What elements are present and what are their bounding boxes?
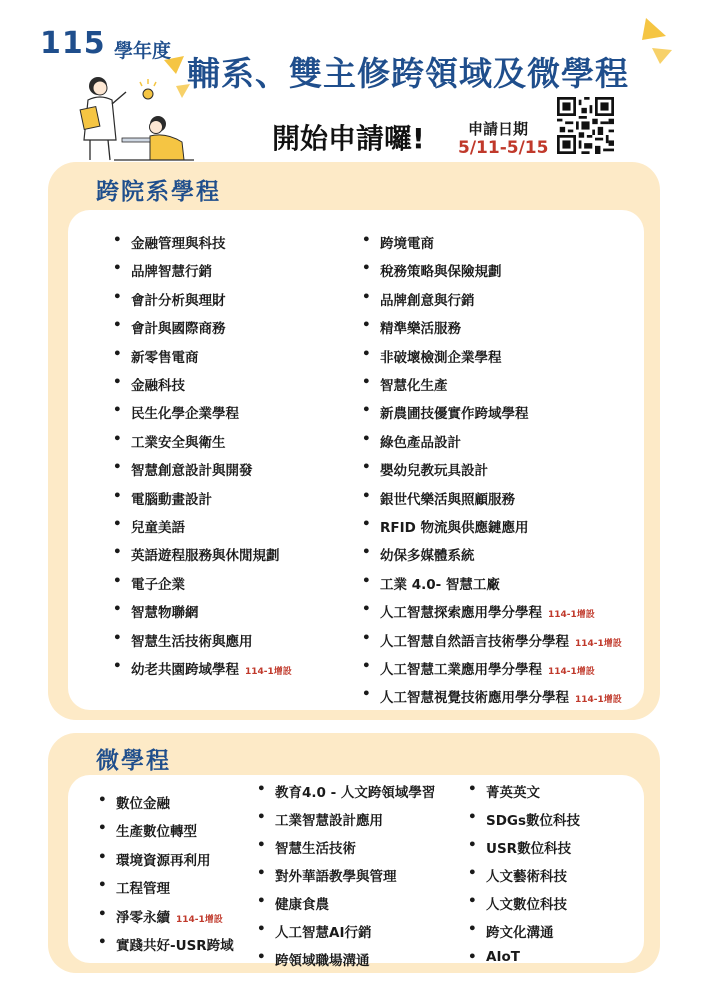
page-title: 輔系、雙主修跨領域及微學程	[187, 54, 629, 93]
list-item-label: 綠色產品設計	[380, 434, 461, 451]
list-item	[113, 629, 253, 650]
list-item	[362, 232, 434, 252]
list-item-label: 智慧物聯網	[131, 605, 199, 622]
list-item-label: SDGs數位科技	[486, 813, 581, 829]
bullet-icon: •	[362, 572, 371, 589]
list-item	[113, 317, 226, 338]
list-item	[362, 572, 500, 593]
list-item-label: 會計與國際商務	[131, 321, 226, 338]
list-item	[113, 544, 280, 565]
list-item	[468, 949, 520, 965]
bullet-icon: •	[468, 921, 477, 937]
list-item	[362, 374, 448, 394]
bullet-icon: •	[468, 949, 477, 965]
list-item	[362, 686, 622, 707]
new-badge: 114-1增設	[245, 667, 292, 677]
list-item	[113, 572, 185, 593]
bullet-icon: •	[468, 781, 477, 797]
bullet-icon: •	[362, 686, 371, 703]
list-item-label: 銀世代樂活與照顧服務	[380, 491, 515, 508]
list-item	[113, 516, 185, 536]
list-item-label: 工業智慧設計應用	[275, 813, 383, 829]
list-item-label: 智慧創意設計與開發	[131, 463, 253, 480]
bullet-icon: •	[362, 374, 371, 390]
bullet-icon: •	[362, 658, 371, 674]
list-item-label: 品牌創意與行銷	[380, 292, 475, 309]
list-item	[468, 781, 540, 801]
cross-program-title: 跨院系學程	[96, 179, 221, 205]
bullet-icon: •	[113, 317, 122, 334]
list-item-label: 工業安全與衛生	[131, 434, 226, 451]
list-item	[362, 516, 529, 536]
list-item-label: RFID 物流與供應鏈應用	[380, 520, 529, 536]
bullet-icon: •	[113, 260, 122, 277]
bullet-icon: •	[362, 601, 371, 618]
bullet-icon: •	[113, 572, 122, 589]
list-item-label: 跨境電商	[380, 236, 434, 252]
bullet-icon: •	[362, 487, 371, 504]
bullet-icon: •	[98, 792, 107, 808]
list-item-label: 人文數位科技	[486, 897, 567, 913]
list-item-label: 非破壞檢測企業學程	[380, 349, 502, 366]
new-badge: 114-1增設	[548, 667, 595, 677]
list-item	[468, 837, 572, 857]
list-item	[113, 601, 199, 622]
list-item-label: 對外華語教學與管理	[275, 869, 397, 885]
bullet-icon: •	[257, 921, 266, 937]
bullet-icon: •	[257, 865, 266, 881]
bullet-icon: •	[113, 658, 122, 674]
list-item-label: 數位金融	[116, 796, 170, 812]
list-item-label: 兒童美語	[131, 520, 185, 536]
list-item-label: 人工智慧AI行銷	[275, 925, 372, 941]
list-item-label: 嬰幼兒教玩具設計	[380, 463, 488, 480]
list-item	[468, 865, 567, 885]
list-item	[113, 430, 226, 451]
list-item	[362, 317, 461, 338]
bullet-icon: •	[113, 629, 122, 646]
bullet-icon: •	[113, 601, 122, 618]
list-item	[113, 402, 239, 423]
bullet-icon: •	[98, 905, 107, 922]
list-item-label: AIoT	[486, 949, 520, 965]
list-item-label: 英語遊程服務與休閒規劃	[131, 548, 280, 565]
list-item-label: 電子企業	[131, 576, 185, 593]
bullet-icon: •	[362, 317, 371, 334]
list-item	[113, 487, 212, 508]
application-date-value: 5/11-5/15	[458, 138, 549, 158]
list-item-label: 幼老共園跨域學程	[131, 662, 239, 678]
list-item-label: 人工智慧視覺技術應用學分學程	[380, 690, 569, 707]
list-item-label: 人文藝術科技	[486, 869, 567, 885]
bullet-icon: •	[362, 232, 371, 248]
list-item-label: 實踐共好-USR跨域	[116, 938, 234, 954]
list-item	[98, 792, 170, 812]
list-item-label: 淨零永續	[116, 909, 170, 926]
list-item	[257, 893, 329, 913]
bullet-icon: •	[113, 288, 122, 305]
list-item-label: 菁英英文	[486, 785, 540, 801]
list-item	[362, 601, 595, 622]
new-badge: 114-1增設	[548, 610, 595, 621]
list-item-label: 人工智慧自然語言技術學分學程	[380, 633, 569, 650]
bullet-icon: •	[98, 934, 107, 950]
list-item	[362, 459, 488, 480]
list-item	[98, 877, 170, 898]
list-item-label: 幼保多媒體系統	[380, 548, 475, 565]
list-item	[468, 921, 554, 941]
list-item	[113, 658, 292, 678]
qr-code-icon[interactable]	[557, 97, 614, 154]
list-item-label: 智慧化生產	[380, 378, 448, 394]
list-item	[362, 430, 461, 451]
list-item	[257, 781, 436, 801]
list-item-label: 工業 4.0- 智慧工廠	[380, 576, 500, 593]
new-badge: 114-1增設	[575, 695, 622, 706]
bullet-icon: •	[468, 837, 477, 853]
bullet-icon: •	[113, 430, 122, 447]
list-item-label: 民生化學企業學程	[131, 406, 239, 423]
list-item	[362, 288, 475, 309]
bullet-icon: •	[98, 848, 107, 865]
list-item	[98, 848, 211, 869]
bullet-icon: •	[468, 865, 477, 881]
application-date-label: 申請日期	[468, 120, 529, 138]
list-item-label: 人工智慧探索應用學分學程	[380, 605, 542, 622]
bullet-icon: •	[98, 877, 107, 894]
list-item	[113, 459, 253, 480]
list-item	[113, 345, 199, 366]
bullet-icon: •	[257, 781, 266, 797]
list-item	[362, 402, 529, 423]
students-illustration	[70, 70, 200, 162]
bullet-icon: •	[257, 809, 266, 825]
academic-year-number: 115	[40, 26, 106, 61]
list-item	[113, 232, 226, 252]
academic-year-label: 學年度	[114, 40, 172, 62]
bullet-icon: •	[468, 893, 477, 909]
bullet-icon: •	[362, 430, 371, 447]
bullet-icon: •	[113, 402, 122, 419]
list-item-label: 環境資源再利用	[116, 852, 211, 869]
bullet-icon: •	[362, 459, 371, 476]
bullet-icon: •	[113, 487, 122, 504]
bullet-icon: •	[362, 288, 371, 305]
list-item	[257, 837, 356, 857]
bullet-icon: •	[257, 893, 266, 909]
list-item-label: 精準樂活服務	[380, 321, 461, 338]
apply-now-subtitle: 開始申請囉!	[272, 122, 425, 155]
bullet-icon: •	[113, 345, 122, 362]
bullet-icon: •	[362, 260, 371, 277]
list-item-label: 生產數位轉型	[116, 824, 197, 841]
bullet-icon: •	[362, 544, 371, 561]
list-item	[113, 260, 212, 281]
list-item	[113, 288, 226, 309]
list-item-label: 新農圃技優實作跨域學程	[380, 406, 529, 423]
list-item-label: 健康食農	[275, 897, 329, 913]
list-item	[257, 921, 372, 941]
list-item	[468, 893, 567, 913]
bullet-icon: •	[113, 544, 122, 561]
list-item-label: 教育4.0 - 人文跨領域學習	[275, 785, 436, 801]
list-item-label: 金融管理與科技	[131, 236, 226, 252]
list-item	[98, 820, 197, 841]
bullet-icon: •	[362, 402, 371, 419]
bullet-icon: •	[362, 516, 371, 532]
bullet-icon: •	[362, 345, 371, 362]
list-item	[362, 544, 475, 565]
bullet-icon: •	[98, 820, 107, 837]
list-item-label: 智慧生活技術與應用	[131, 633, 253, 650]
list-item-label: 稅務策略與保險規劃	[380, 264, 502, 281]
list-item	[362, 629, 622, 650]
list-item	[468, 809, 581, 829]
list-item-label: 跨領域職場溝通	[275, 953, 370, 969]
bullet-icon: •	[113, 374, 122, 390]
bullet-icon: •	[113, 459, 122, 476]
bullet-icon: •	[113, 232, 122, 248]
list-item	[98, 905, 223, 926]
list-item-label: 智慧生活技術	[275, 841, 356, 857]
list-item-label: 人工智慧工業應用學分學程	[380, 662, 542, 678]
list-item	[362, 658, 595, 678]
bullet-icon: •	[257, 949, 266, 965]
list-item	[113, 374, 185, 394]
list-item-label: 金融科技	[131, 378, 185, 394]
new-badge: 114-1增設	[575, 638, 622, 649]
bullet-icon: •	[468, 809, 477, 825]
bullet-icon: •	[113, 516, 122, 532]
list-item-label: 跨文化溝通	[486, 925, 554, 941]
list-item	[362, 345, 502, 366]
bullet-icon: •	[257, 837, 266, 853]
new-badge: 114-1增設	[176, 914, 223, 925]
list-item-label: 品牌智慧行銷	[131, 264, 212, 281]
list-item	[362, 260, 502, 281]
list-item	[98, 934, 234, 954]
list-item-label: USR數位科技	[486, 841, 572, 857]
list-item	[362, 487, 515, 508]
list-item-label: 電腦動畫設計	[131, 491, 212, 508]
list-item-label: 工程管理	[116, 881, 170, 898]
list-item-label: 新零售電商	[131, 349, 199, 366]
list-item	[257, 949, 370, 969]
list-item	[257, 809, 383, 829]
bullet-icon: •	[362, 629, 371, 646]
list-item-label: 會計分析與理財	[131, 292, 226, 309]
list-item	[257, 865, 397, 885]
micro-program-title: 微學程	[96, 748, 171, 774]
